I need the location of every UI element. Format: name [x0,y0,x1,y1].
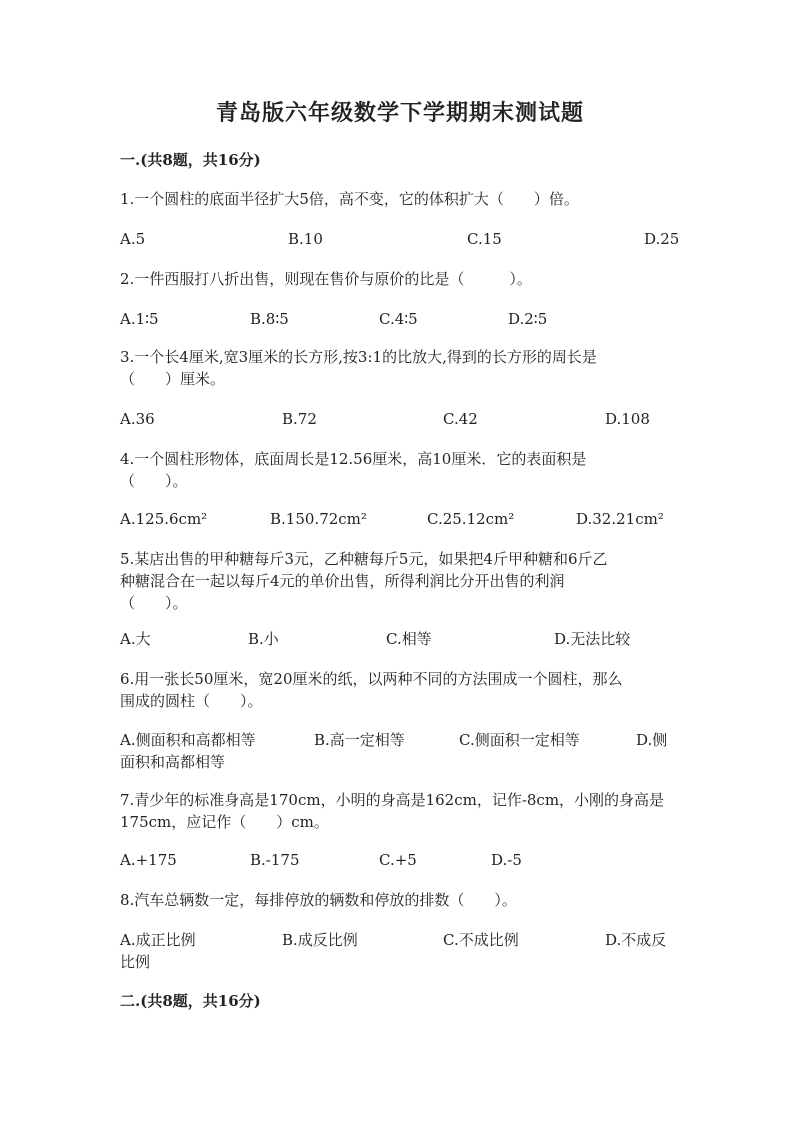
question-2 [120,268,682,290]
option-c: C.相等 [386,630,432,648]
question-5-stem-line-3: （ ）。 [120,594,188,612]
option-a: A.36 [120,410,155,428]
question-3-stem-line-1: 3.一个长4厘米,宽3厘米的长方形,按3:1的比放大,得到的长方形的周长是 [120,348,597,366]
question-8-options [120,929,682,973]
option-d: D.-5 [491,851,522,869]
option-d: D.无法比较 [554,630,631,648]
option-b: B.72 [282,410,317,428]
question-5-stem-line-2: 种糖混合在一起以每斤4元的单价出售，所得利润比分开出售的利润 [120,572,565,590]
question-3 [120,346,682,390]
question-2-stem: 2.一件西服打八折出售，则现在售价与原价的比是（ ）。 [120,270,532,288]
option-d: D.32.21cm² [576,510,664,528]
question-7-stem-line-2: 175cm，应记作（ ）cm。 [120,813,329,831]
option-a: A.大 [120,630,151,648]
option-a: A.1∶5 [120,310,159,328]
question-4 [120,448,682,492]
option-c: C.15 [467,230,502,248]
page-title: 青岛版六年级数学下学期期末测试题 [215,100,584,126]
question-5-stem-line-1: 5.某店出售的甲种糖每斤3元，乙种糖每斤5元，如果把4斤甲种糖和6斤乙 [120,550,608,568]
option-b: B.8∶5 [250,310,289,328]
question-6-options [120,729,682,773]
question-5-options [120,628,682,650]
option-a: A.侧面积和高都相等 [120,731,256,749]
question-8-stem: 8.汽车总辆数一定，每排停放的辆数和停放的排数（ ）。 [120,891,517,909]
section-heading-2: 二.(共8题，共16分) [120,992,261,1010]
question-6 [120,668,682,712]
option-d-continued: 面积和高都相等 [120,753,226,771]
option-d: D.108 [605,410,650,428]
option-c: C.42 [443,410,478,428]
option-c: C.25.12cm² [427,510,515,528]
question-4-stem-line-1: 4.一个圆柱形物体，底面周长是12.56厘米，高10厘米．它的表面积是 [120,450,587,468]
question-1-options [120,228,682,250]
option-c: C.+5 [379,851,417,869]
option-b: B.10 [288,230,323,248]
option-d: D.2∶5 [508,310,548,328]
option-b: B.高一定相等 [314,731,405,749]
option-d: D.侧 [636,731,668,749]
option-a: A.5 [120,230,146,248]
option-b: B.成反比例 [282,931,358,949]
option-a: A.+175 [120,851,177,869]
option-c: C.4∶5 [379,310,418,328]
question-7 [120,789,682,833]
section-heading-1: 一.(共8题，共16分) [120,151,261,169]
option-a: A.125.6cm² [120,510,208,528]
option-c: C.侧面积一定相等 [459,731,580,749]
question-6-stem-line-1: 6.用一张长50厘米，宽20厘米的纸，以两种不同的方法围成一个圆柱，那么 [120,670,623,688]
option-b: B.-175 [250,851,300,869]
question-4-options [120,508,682,530]
question-7-stem-line-1: 7.青少年的标准身高是170cm，小明的身高是162cm，记作-8cm，小刚的身高是 [120,791,665,809]
question-3-options [120,408,682,430]
question-5 [120,548,682,614]
option-d: D.25 [644,230,680,248]
question-2-options [120,308,682,330]
option-b: B.150.72cm² [270,510,367,528]
option-c: C.不成比例 [443,931,519,949]
question-3-stem-line-2: （ ）厘米。 [120,370,226,388]
question-4-stem-line-2: （ ）。 [120,472,188,490]
question-7-options [120,849,682,871]
question-6-stem-line-2: 围成的圆柱（ ）。 [120,692,263,710]
option-d-continued: 比例 [120,953,151,971]
option-b: B.小 [248,630,279,648]
question-8 [120,889,682,911]
option-d: D.不成反 [605,931,667,949]
question-1 [120,188,682,210]
option-a: A.成正比例 [120,931,196,949]
question-1-stem: 1.一个圆柱的底面半径扩大5倍，高不变，它的体积扩大（ ）倍。 [120,190,579,208]
